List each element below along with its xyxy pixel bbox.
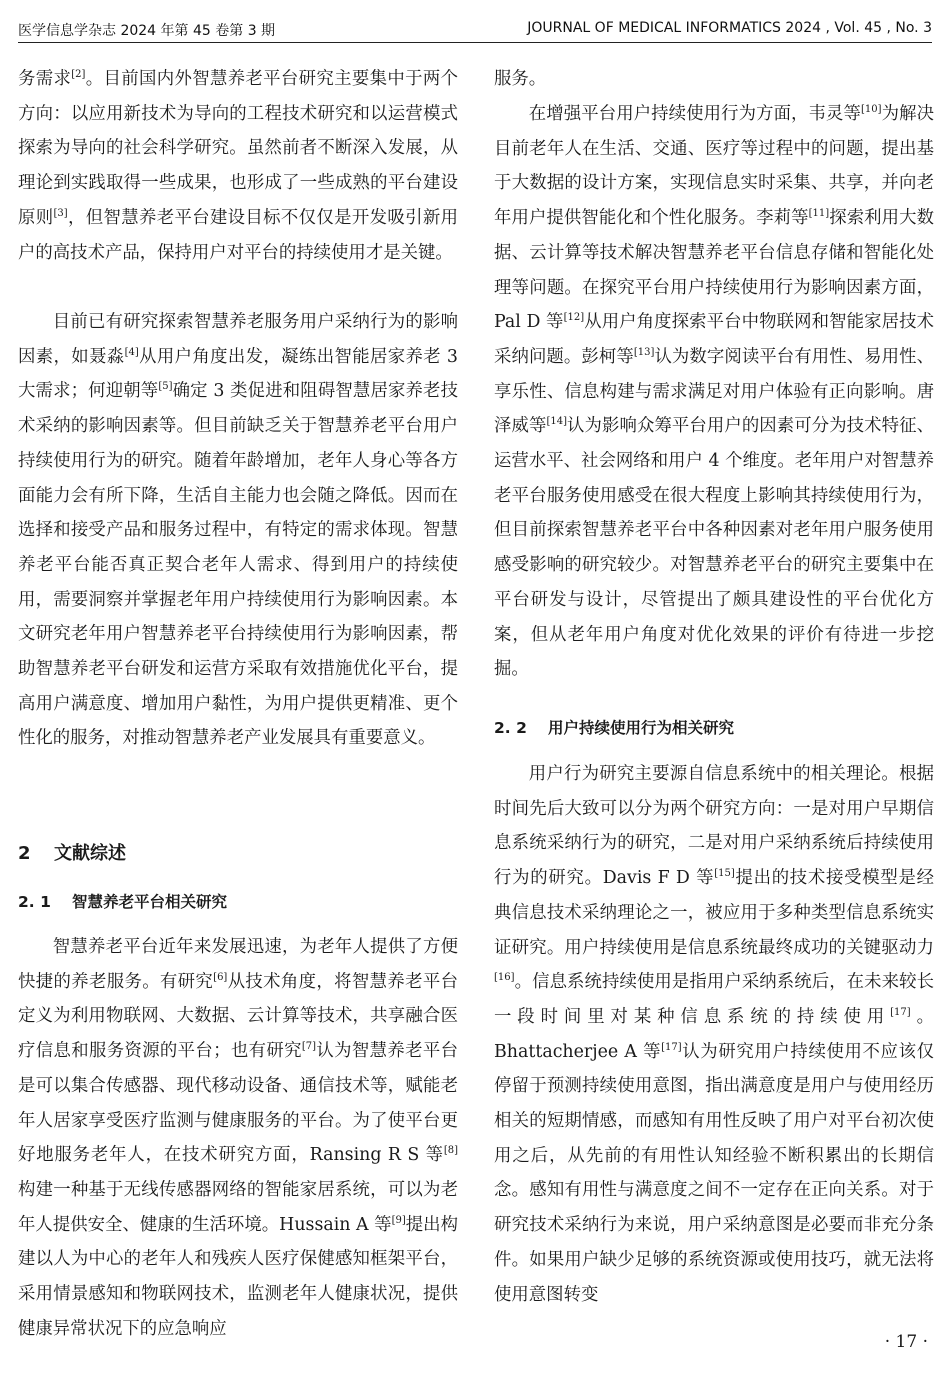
paragraph: 务需求[2]。目前国内外智慧养老平台研究主要集中于两个方向：以应用新技术为导向的工程技术研究和以运营模式探索为导向的社会科学研究。虽然前者不断深入发展，从理论到实践取得一些成果，也形成了一些成熟的平台建设原则[3]，但智慧养老平台建设目标不仅仅是开发吸引新用户的高技术产品，保持用户对平台的持续使用才是关键。: [18, 69, 458, 263]
page-number: · 17 ·: [884, 1332, 928, 1352]
citation: [12]: [563, 312, 585, 324]
citation: [2]: [71, 69, 86, 81]
citation: [3]: [53, 208, 68, 220]
left-column: [18, 62, 458, 1381]
citation: [14]: [546, 416, 567, 428]
citation: [7]: [301, 1041, 317, 1053]
citation: [8]: [443, 1145, 458, 1157]
paragraph: 服务。: [494, 69, 547, 89]
subsection-heading: 2. 2 用户持续使用行为相关研究: [494, 719, 735, 737]
journal-issue-cn: 医学信息学杂志 2024 年第 45 卷第 3 期: [18, 23, 276, 39]
citation: [9]: [391, 1214, 406, 1226]
citation: [6]: [213, 971, 228, 983]
citation: [11]: [808, 208, 830, 220]
citation: [10]: [861, 104, 882, 116]
citation: [17]: [890, 1007, 911, 1019]
citation: [4]: [124, 346, 139, 358]
citation: [13]: [633, 347, 655, 359]
section-heading: 2 文献综述: [18, 843, 126, 864]
subsection-heading: 2. 1 智慧养老平台相关研究: [18, 893, 228, 911]
citation: [5]: [158, 381, 173, 393]
journal-issue-en: JOURNAL OF MEDICAL INFORMATICS 2024 , Vol. 45 , No. 3: [527, 20, 932, 36]
paragraph: 智慧养老平台近年来发展迅速，为老年人提供了方便快捷的养老服务。有研究[6]从技术角度，将智慧养老平台定义为利用物联网、大数据、云计算等技术，共享融合医疗信息和服务资源的平台；也有研究[7]认为智慧养老平台是可以集合传感器、现代移动设备、通信技术等，赋能老年人居家享受医疗监测与健康服务的平台。为了使平台更好地服务老年人，在技术研究方面，Ransing R S 等[8]构建一种基于无线传感器网络的智能家居系统，可以为老年人提供安全、健康的生活环境。Hussain A 等[9]提出构建以人为中心的老年人和残疾人医疗保健感知框架平台，采用情景感知和物联网技术，监测老年人健康状况，提供健康异常状况下的应急响应: [18, 937, 458, 1339]
right-column: [494, 62, 934, 1312]
citation: [15]: [714, 868, 735, 880]
citation: [17]: [661, 1041, 682, 1053]
paragraph: 在增强平台用户持续使用行为方面，韦灵等[10]为解决目前老年人在生活、交通、医疗等过程中的问题，提出基于大数据的设计方案，实现信息实时采集、共享，并向老年用户提供智能化和个性化服务。李莉等[11]探索利用大数据、云计算等技术解决智慧养老平台信息存储和智能化处理等问题。在探究平台用户持续使用行为影响因素方面，Pal D 等[12]从用户角度探索平台中物联网和智能家居技术采纳问题。彭柯等[13]认为数字阅读平台有用性、易用性、享乐性、信息构建与需求满足对用户体验有正向影响。唐泽威等[14]认为影响众筹平台用户的因素可分为技术特征、运营水平、社会网络和用户 4 个维度。老年用户对智慧养老平台服务使用感受在很大程度上影响其持续使用行为，但目前探索智慧养老平台中各种因素对老年用户服务使用感受影响的研究较少。对智慧养老平台的研究主要集中在平台研发与设计，尽管提出了颇具建设性的平台优化方案，但从老年用户角度对优化效果的评价有待进一步挖掘。: [494, 104, 934, 680]
paragraph: 目前已有研究探索智慧养老服务用户采纳行为的影响因素，如聂淼[4]从用户角度出发，凝练出智能居家养老 3 大需求；何迎朝等[5]确定 3 类促进和阻碍智慧居家养老技术采纳的影响因素等。但目前缺乏关于智慧养老平台用户持续使用行为的研究。随着年龄增加，老年人身心等各方面能力会有所下降，生活自主能力也会随之降低。因而在选择和接受产品和服务过程中，有特定的需求体现。智慧养老平台能否真正契合老年人需求、得到用户的持续使用，需要洞察并掌握老年用户持续使用行为影响因素。本文研究老年用户智慧养老平台持续使用行为影响因素，帮助智慧养老平台研发和运营方采取有效措施优化平台，提高用户满意度、增加用户黏性，为用户提供更精准、更个性化的服务，对推动智慧养老产业发展具有重要意义。: [18, 312, 458, 749]
citation: [16]: [494, 972, 515, 984]
running-header: [18, 16, 932, 43]
paragraph: 用户行为研究主要源自信息系统中的相关理论。根据时间先后大致可以分为两个研究方向：一是对用户早期信息系统采纳行为的研究，二是对用户采纳系统后持续使用行为的研究。Davis F D 等[15]提出的技术接受模型是经典信息技术采纳理论之一，被应用于多种类型信息系统实证研究。用户持续使用是信息系统最终成功的关键驱动力[16]。信息系统持续使用是指用户采纳系统后，在未来较长一段时间里对某种信息系统的持续使用[17]。Bhattacherjee A 等[17]认为研究用户持续使用不应该仅停留于预测持续使用意图，指出满意度是用户与使用经历相关的短期情感，而感知有用性反映了用户对平台初次使用之后，从先前的有用性认知经验不断积累出的长期信念。感知有用性与满意度之间不一定存在正向关系。对于研究技术采纳行为来说，用户采纳意图是必要而非充分条件。如果用户缺少足够的系统资源或使用技巧，就无法将使用意图转变: [494, 764, 934, 1305]
